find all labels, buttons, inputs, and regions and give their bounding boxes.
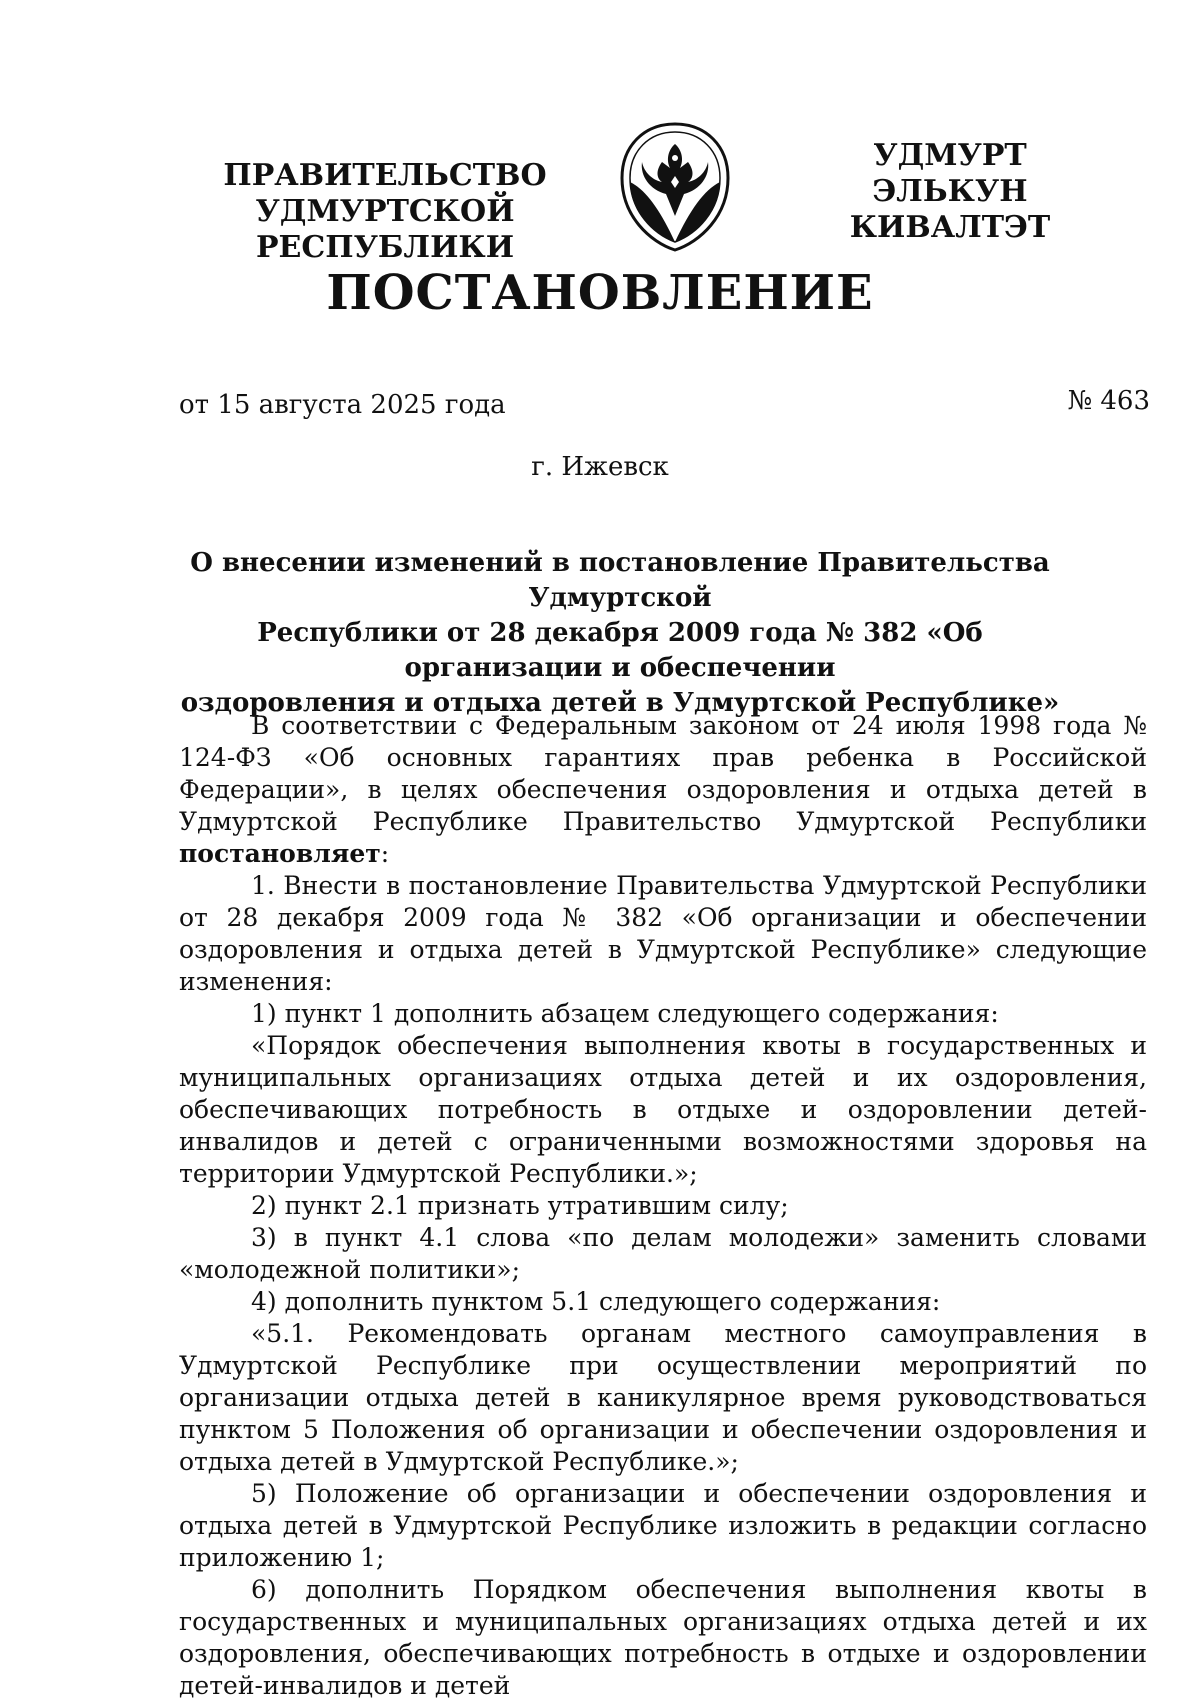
- resolves-keyword: постановляет: [179, 839, 381, 868]
- government-name-russian: [150, 158, 620, 266]
- preamble-text: В соответствии с Федеральным законом от 24 июля 1998 года № 124-ФЗ «Об основных гарантиях прав ребенка в Российской Федерации», в целях обеспечения оздоровления и отдыха детей в Удмуртской Республике Правительство Удмуртской Республики: [179, 711, 1147, 836]
- document-body: [179, 710, 1147, 1702]
- paragraph-quote-2: «5.1. Рекомендовать органам местного самоуправления в Удмуртской Республике при осуществлении мероприятий по организации отдыха детей в каникулярное время руководствоваться пунктом 5 Положения об организации и обеспечении оздоровления и отдыха детей в Удмуртской Республике.»;: [179, 1319, 1147, 1476]
- paragraph-subitem-6: 6) дополнить Порядком обеспечения выполнения квоты в государственных и муниципальных организациях отдыха детей и их оздоровления, обеспечивающих потребность в отдыхе и оздоровлении детей-инвалидов и детей: [179, 1575, 1147, 1700]
- document-date: от 15 августа 2025 года: [179, 390, 506, 420]
- paragraph-subitem-3: 3) в пункт 4.1 слова «по делам молодежи» заменить словами «молодежной политики»;: [179, 1223, 1147, 1284]
- document-city: г. Ижевск: [531, 452, 669, 482]
- paragraph-item-1: 1. Внести в постановление Правительства Удмуртской Республики от 28 декабря 2009 года № 382 «Об организации и обеспечении оздоровления и отдыха детей в Удмуртской Республике» следующие изменения:: [179, 871, 1147, 996]
- subject-line3: оздоровления и отдыха детей в Удмуртской Республике»: [180, 688, 1060, 718]
- document-subject: [170, 546, 1070, 721]
- document-number: № 463: [1067, 386, 1150, 416]
- paragraph-preamble: [179, 710, 1147, 870]
- paragraph-subitem-4: 4) дополнить пунктом 5.1 следующего содержания:: [251, 1287, 941, 1316]
- subject-line1: О внесении изменений в постановление Правительства Удмуртской: [190, 548, 1050, 613]
- document-title: ПОСТАНОВЛЕНИЕ: [326, 265, 874, 321]
- government-name-udmurt: [800, 138, 1100, 246]
- paragraph-quote-1: «Порядок обеспечения выполнения квоты в государственных и муниципальных организациях отдыха детей и их оздоровления, обеспечивающих потребность в отдыхе и оздоровлении детей-инвалидов и детей с ограниченными возможностями здоровья на территории Удмуртской Республики.»;: [179, 1031, 1147, 1188]
- header-left-line2: УДМУРТСКОЙ РЕСПУБЛИКИ: [255, 194, 515, 265]
- header-right-line1: УДМУРТ ЭЛЬКУН: [872, 138, 1028, 209]
- paragraph-subitem-1: 1) пункт 1 дополнить абзацем следующего содержания:: [251, 999, 999, 1028]
- paragraph-subitem-2: 2) пункт 2.1 признать утратившим силу;: [251, 1191, 789, 1220]
- paragraph-subitem-5: 5) Положение об организации и обеспечении оздоровления и отдыха детей в Удмуртской Республике изложить в редакции согласно приложению 1;: [179, 1479, 1147, 1572]
- preamble-colon: :: [380, 839, 390, 868]
- header-left-line1: ПРАВИТЕЛЬСТВО: [223, 158, 547, 193]
- subject-line2: Республики от 28 декабря 2009 года № 382 «Об организации и обеспечении: [257, 618, 983, 683]
- header-right-line2: КИВАЛТЭТ: [849, 210, 1051, 245]
- udmurt-coat-of-arms-icon: [616, 120, 734, 254]
